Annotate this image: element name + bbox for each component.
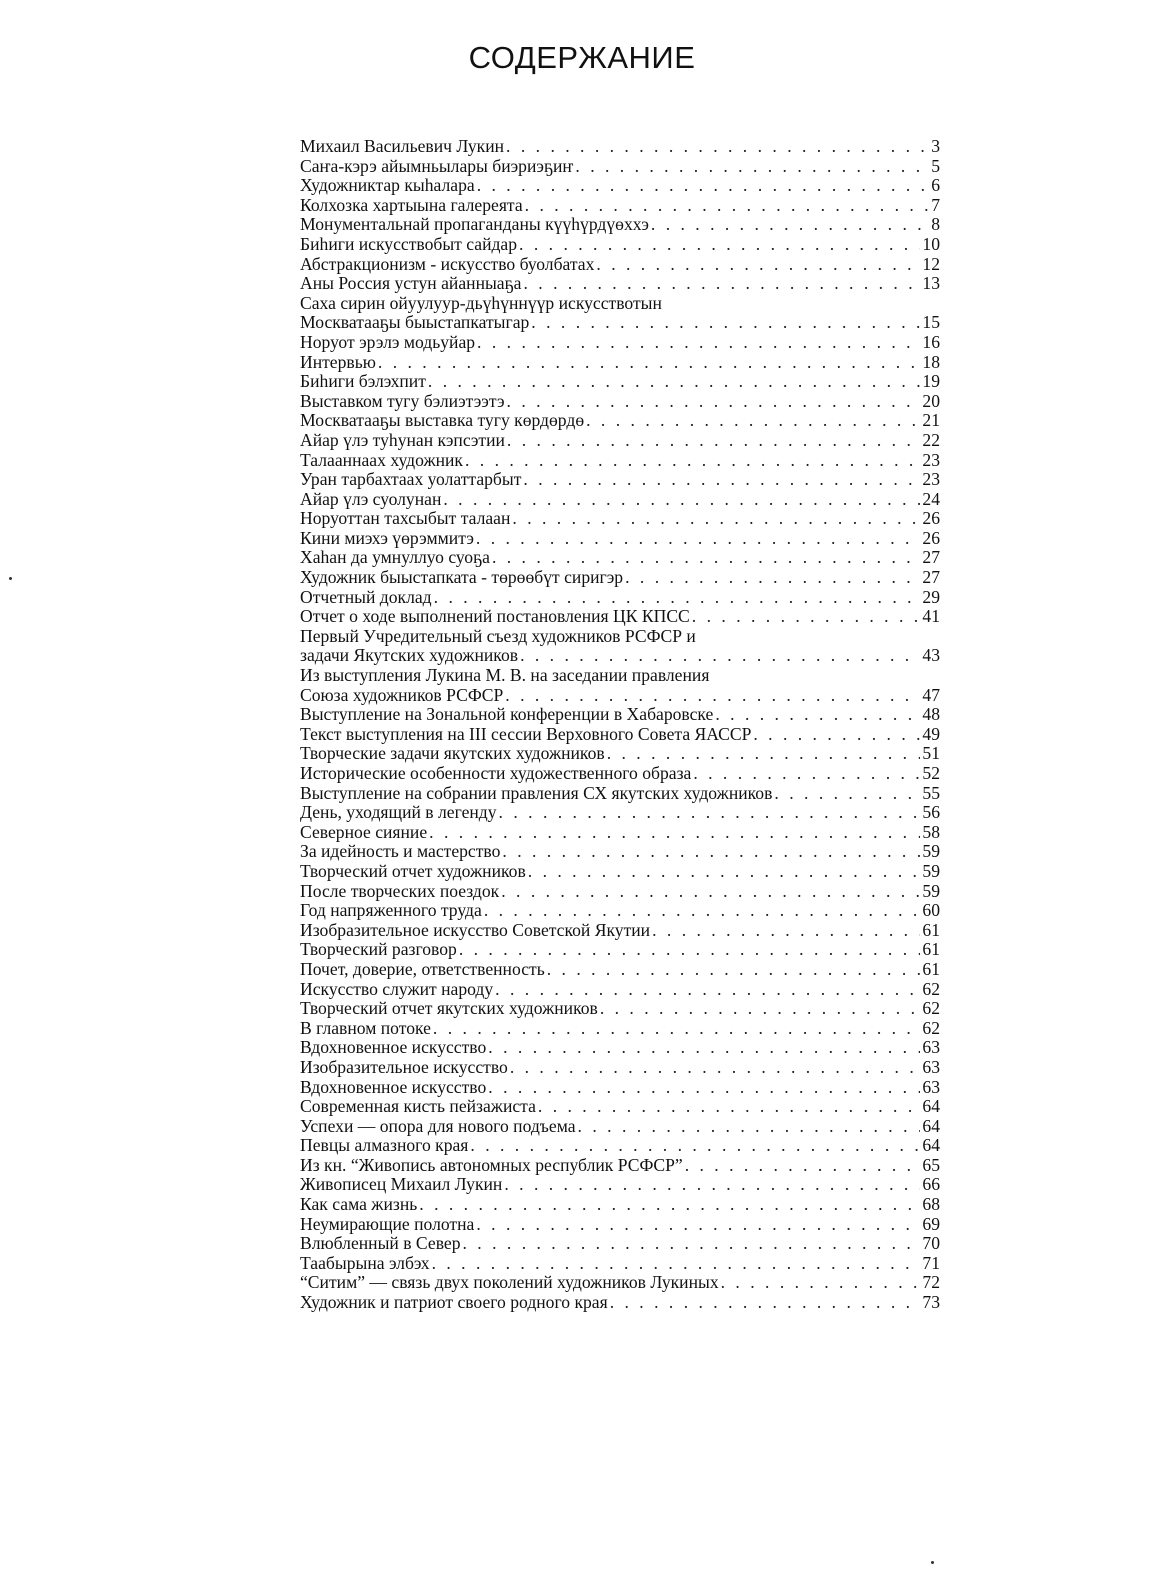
toc-entry	[300, 196, 940, 216]
dot-leader	[488, 1078, 920, 1098]
toc-entry	[300, 1195, 940, 1215]
toc-entry-page-number: 15	[922, 313, 940, 333]
toc-entry	[300, 490, 940, 510]
dot-leader	[578, 1117, 921, 1137]
dot-leader	[510, 1058, 921, 1078]
toc-entry	[300, 1019, 940, 1039]
toc-entry	[300, 333, 940, 353]
toc-entry-title: Выступление на собрании правления СХ якутских художников	[300, 783, 773, 803]
toc-entry-title: Отчетный доклад	[300, 587, 432, 607]
toc-entry	[300, 1136, 940, 1156]
toc-entry-title: Успехи — опора для нового подъема	[300, 1116, 576, 1136]
dot-leader	[524, 274, 921, 294]
toc-entry-title: Интервью	[300, 352, 376, 372]
toc-entry	[300, 999, 940, 1019]
toc-entry	[300, 803, 940, 823]
toc-entry-title: Художник быыстапката - төрөөбүт сиригэр	[300, 568, 624, 588]
toc-entry	[300, 215, 940, 235]
toc-entry-page-number: 59	[922, 881, 940, 901]
toc-entry-page-number: 5	[931, 156, 940, 176]
toc-entry	[300, 431, 940, 451]
toc-entry-page-number: 66	[922, 1175, 940, 1195]
toc-entry	[300, 627, 940, 647]
dot-leader	[610, 1293, 921, 1313]
toc-entry-title: Хаһан да умнуллуо суоҕа	[300, 548, 490, 568]
toc-entry-title: После творческих поездок	[300, 881, 500, 901]
toc-entry-page-number: 47	[922, 685, 940, 705]
dot-leader	[505, 686, 920, 706]
toc-entry-title: Северное сияние	[300, 822, 428, 842]
dot-leader	[502, 842, 920, 862]
dot-leader	[625, 568, 920, 588]
toc-entry-page-number: 41	[922, 607, 940, 627]
toc-entry	[300, 1097, 940, 1117]
toc-entry-title: Вдохновенное искусство	[300, 1077, 487, 1097]
toc-entry	[300, 529, 940, 549]
toc-entry-title: Неумирающие полотна	[300, 1214, 475, 1234]
toc-entry	[300, 274, 940, 294]
dot-leader	[596, 255, 920, 275]
toc-entry-title: Союза художников РСФСР	[300, 685, 504, 705]
dot-leader	[721, 1273, 921, 1293]
toc-entry-title: Из выступления Лукина М. В. на заседании правления	[300, 666, 710, 686]
dot-leader	[607, 744, 921, 764]
toc-entry	[300, 1156, 940, 1176]
toc-entry-title: Живописец Михаил Лукин	[300, 1175, 503, 1195]
toc-entry-title: Аны Россия устун айанныаҕа	[300, 274, 522, 294]
toc-entry-page-number: 12	[922, 254, 940, 274]
toc-entry-title: День, уходящий в легенду	[300, 803, 497, 823]
dot-leader	[476, 1215, 920, 1235]
dot-leader	[428, 372, 921, 392]
dot-leader	[433, 1019, 920, 1039]
toc-entry	[300, 842, 940, 862]
toc-entry	[300, 882, 940, 902]
toc-entry-page-number: 27	[922, 568, 940, 588]
toc-entry-title: Саҥа-кэрэ айымньылары биэриэҕиҥ	[300, 156, 574, 176]
toc-entry-title: За идейность и мастерство	[300, 842, 501, 862]
toc-entry-page-number: 26	[922, 528, 940, 548]
toc-entry-title: Биһиги бэлэхпит	[300, 372, 426, 392]
toc-entry-page-number: 13	[922, 274, 940, 294]
toc-entry-page-number: 61	[922, 940, 940, 960]
toc-entry-page-number: 21	[922, 411, 940, 431]
toc-entry-page-number: 23	[922, 470, 940, 490]
dot-leader	[507, 431, 920, 451]
toc-entry-page-number: 8	[931, 215, 940, 235]
toc-entry-page-number: 48	[922, 705, 940, 725]
dot-leader	[575, 157, 929, 177]
toc-entry	[300, 1117, 940, 1137]
toc-entry-title: Биһиги искусствобыт сайдар	[300, 234, 518, 254]
dot-leader	[528, 862, 921, 882]
toc-entry-title: Влюбленный в Север	[300, 1234, 461, 1254]
toc-entry-title: Год напряженного труда	[300, 901, 482, 921]
toc-entry	[300, 980, 940, 1000]
toc-entry-title: Изобразительное искусство	[300, 1057, 508, 1077]
toc-entry	[300, 568, 940, 588]
toc-entry	[300, 176, 940, 196]
toc-entry	[300, 960, 940, 980]
toc-entry	[300, 1038, 940, 1058]
toc-entry-page-number: 62	[922, 979, 940, 999]
scan-speck	[931, 1561, 934, 1564]
toc-entry-page-number: 64	[922, 1136, 940, 1156]
dot-leader	[519, 235, 920, 255]
toc-entry	[300, 744, 940, 764]
toc-entry-title: Вдохновенное искусство	[300, 1038, 487, 1058]
toc-entry-title: Исторические особенности художественного образа	[300, 764, 692, 783]
dot-leader	[600, 999, 921, 1019]
toc-entry-page-number: 71	[922, 1253, 940, 1273]
dot-leader	[547, 960, 921, 980]
toc-entry-title: Творческий отчет художников	[300, 861, 526, 881]
toc-entry-page-number: 60	[922, 901, 940, 921]
toc-entry-title: Почет, доверие, ответственность	[300, 959, 545, 979]
toc-entry-title: Современная кисть пейзажиста	[300, 1097, 536, 1117]
scan-speck	[9, 577, 12, 580]
toc-entry-page-number: 19	[922, 372, 940, 392]
toc-entry	[300, 1175, 940, 1195]
dot-leader	[774, 784, 920, 804]
toc-entry-title: Текст выступления на III сессии Верховного Совета ЯАССР	[300, 724, 752, 744]
toc-entry	[300, 294, 940, 314]
toc-entry	[300, 411, 940, 431]
toc-entry	[300, 1215, 940, 1235]
toc-entry-title: задачи Якутских художников	[300, 646, 519, 666]
toc-entry-page-number: 72	[922, 1273, 940, 1293]
toc-entry-title: Изобразительное искусство Советской Якутии	[300, 920, 651, 940]
toc-entry-page-number: 6	[931, 176, 940, 196]
toc-entry-title: Отчет о ходе выполнений постановления ЦК КПСС	[300, 607, 690, 627]
toc-entry-title: Норуот эрэлэ модьуйар	[300, 332, 476, 352]
toc-entry-page-number: 63	[922, 1038, 940, 1058]
dot-leader	[495, 980, 920, 1000]
toc-entry	[300, 313, 940, 333]
toc-entry-page-number: 63	[922, 1057, 940, 1077]
dot-leader	[501, 882, 920, 902]
dot-leader	[476, 529, 921, 549]
toc-entry-title: Первый Учредительный съезд художников РСФСР и	[300, 626, 696, 646]
toc-entry-title: Колхозка хартыына галереята	[300, 195, 523, 215]
dot-leader	[492, 548, 920, 568]
toc-entry	[300, 1293, 940, 1313]
toc-entry-title: Монументальнай пропаганданы күүһүрдүөххэ	[300, 215, 649, 235]
toc-entry-page-number: 61	[922, 959, 940, 979]
dot-leader	[651, 215, 929, 235]
dot-leader	[378, 353, 921, 373]
toc-entry	[300, 235, 940, 255]
dot-leader	[538, 1097, 921, 1117]
toc-entry-page-number: 10	[922, 234, 940, 254]
toc-entry-title: Айар үлэ туһунан кэпсэтии	[300, 430, 505, 450]
toc-entry-page-number: 63	[922, 1077, 940, 1097]
toc-entry-page-number: 69	[922, 1214, 940, 1234]
dot-leader	[499, 803, 921, 823]
dot-leader	[586, 411, 920, 431]
toc-entry-title: Уран тарбахтаах уолаттарбыт	[300, 470, 522, 490]
toc-entry-page-number: 16	[922, 332, 940, 352]
toc-entry-page-number: 73	[922, 1293, 940, 1313]
toc-entry-page-number: 52	[922, 764, 940, 783]
toc-entry-page-number: 59	[922, 861, 940, 881]
toc-entry-title: Художниктар кыһалара	[300, 176, 475, 196]
toc-entry-title: Искусство служит народу	[300, 979, 494, 999]
dot-leader	[753, 725, 920, 745]
dot-leader	[434, 588, 921, 608]
toc-entry-title: Выставком тугу бэлиэтээтэ	[300, 391, 505, 411]
toc-entry	[300, 392, 940, 412]
toc-entry	[300, 607, 940, 627]
toc-entry-page-number: 24	[922, 489, 940, 509]
toc-entry-title: Талааннаах художник	[300, 450, 463, 470]
dot-leader	[685, 1156, 921, 1176]
toc-entry	[300, 862, 940, 882]
dot-leader	[507, 392, 921, 412]
toc-entry-page-number: 7	[931, 195, 940, 215]
dot-leader	[525, 196, 930, 216]
toc-entry	[300, 451, 940, 471]
toc-entry-page-number: 3	[931, 137, 940, 156]
toc-entry-page-number: 18	[922, 352, 940, 372]
toc-entry	[300, 940, 940, 960]
toc-entry-page-number: 59	[922, 842, 940, 862]
toc-entry	[300, 784, 940, 804]
dot-leader	[693, 764, 920, 784]
toc-entry-title: Москватааҕы быыстапкатыгар	[300, 313, 530, 333]
dot-leader	[520, 646, 920, 666]
toc-entry-page-number: 64	[922, 1097, 940, 1117]
toc-entry-page-number: 56	[922, 803, 940, 823]
dot-leader	[459, 940, 921, 960]
toc-entry	[300, 1254, 940, 1274]
toc-entry-page-number: 61	[922, 920, 940, 940]
toc-entry	[300, 1058, 940, 1078]
toc-entry-title: Художник и патриот своего родного края	[300, 1293, 608, 1313]
toc-entry-page-number: 55	[922, 783, 940, 803]
dot-leader	[477, 176, 930, 196]
dot-leader	[419, 1195, 920, 1215]
toc-entry	[300, 509, 940, 529]
toc-entry	[300, 666, 940, 686]
toc-entry-title: “Ситим” — связь двух поколений художников Лукиных	[300, 1273, 719, 1293]
toc-entry-page-number: 27	[922, 548, 940, 568]
toc-entry-page-number: 43	[922, 646, 940, 666]
toc-entry	[300, 1078, 940, 1098]
toc-entry	[300, 646, 940, 666]
toc-entry	[300, 686, 940, 706]
toc-entry	[300, 588, 940, 608]
dot-leader	[504, 1175, 920, 1195]
dot-leader	[506, 137, 929, 157]
dot-leader	[432, 1254, 921, 1274]
dot-leader	[477, 333, 920, 353]
toc-entry	[300, 372, 940, 392]
toc-entry	[300, 705, 940, 725]
toc-entry-page-number: 22	[922, 430, 940, 450]
toc-entry-title: Михаил Васильевич Лукин	[300, 137, 505, 156]
toc-entry-title: В главном потоке	[300, 1018, 431, 1038]
toc-entry-title: Абстракционизм - искусство буолбатах	[300, 254, 595, 274]
dot-leader	[523, 470, 920, 490]
dot-leader	[465, 451, 920, 471]
dot-leader	[463, 1234, 921, 1254]
dot-leader	[484, 901, 921, 921]
toc-entry-page-number: 68	[922, 1195, 940, 1215]
toc-entry	[300, 764, 940, 784]
toc-entry-page-number: 58	[922, 822, 940, 842]
toc-entry	[300, 921, 940, 941]
toc-entry-page-number: 70	[922, 1234, 940, 1254]
toc-entry-title: Как сама жизнь	[300, 1195, 418, 1215]
toc-entry	[300, 1234, 940, 1254]
toc-entry-title: Выступление на Зональной конференции в Хабаровске	[300, 705, 714, 725]
toc-entry-page-number: 64	[922, 1116, 940, 1136]
toc-entry-page-number: 62	[922, 1018, 940, 1038]
dot-leader	[652, 921, 920, 941]
toc-entry-page-number: 65	[922, 1155, 940, 1175]
toc-entry-title: Норуоттан тахсыбыт талаан	[300, 509, 511, 529]
toc-entry-title: Творческие задачи якутских художников	[300, 744, 605, 764]
toc-entry-title: Кини миэхэ үөрэммитэ	[300, 528, 474, 548]
toc-entry	[300, 470, 940, 490]
toc-entry	[300, 137, 940, 157]
toc-entry	[300, 823, 940, 843]
toc-entry	[300, 255, 940, 275]
toc-entry-title: Саха сирин ойуулуур-дьүһүннүүр искусствотын	[300, 293, 662, 313]
toc-entry-page-number: 51	[922, 744, 940, 764]
page-title: СОДЕРЖАНИЕ	[468, 40, 696, 75]
toc-entry	[300, 901, 940, 921]
dot-leader	[715, 705, 920, 725]
toc-entry-title: Таабырына элбэх	[300, 1253, 430, 1273]
toc-entry-title: Творческий разговор	[300, 940, 457, 960]
toc-entry	[300, 548, 940, 568]
toc-entry	[300, 725, 940, 745]
toc-entry-page-number: 26	[922, 509, 940, 529]
toc-entry-page-number: 62	[922, 999, 940, 1019]
toc-entry	[300, 353, 940, 373]
toc-entry-title: Певцы алмазного края	[300, 1136, 469, 1156]
toc-entry-page-number: 20	[922, 391, 940, 411]
dot-leader	[443, 490, 920, 510]
table-of-contents	[300, 137, 940, 1313]
toc-entry-page-number: 49	[922, 724, 940, 744]
dot-leader	[692, 607, 921, 627]
toc-entry-page-number: 29	[922, 587, 940, 607]
dot-leader	[512, 509, 920, 529]
dot-leader	[531, 313, 920, 333]
toc-entry-title: Творческий отчет якутских художников	[300, 999, 598, 1019]
toc-entry-title: Из кн. “Живопись автономных республик РСФСР”	[300, 1155, 683, 1175]
toc-entry	[300, 157, 940, 177]
toc-entry-page-number: 23	[922, 450, 940, 470]
dot-leader	[488, 1038, 920, 1058]
toc-entry-title: Айар үлэ суолунан	[300, 489, 442, 509]
toc-entry	[300, 1273, 940, 1293]
dot-leader	[429, 823, 920, 843]
toc-entry-title: Москватааҕы выставка тугу көрдөрдө	[300, 411, 585, 431]
dot-leader	[470, 1136, 920, 1156]
